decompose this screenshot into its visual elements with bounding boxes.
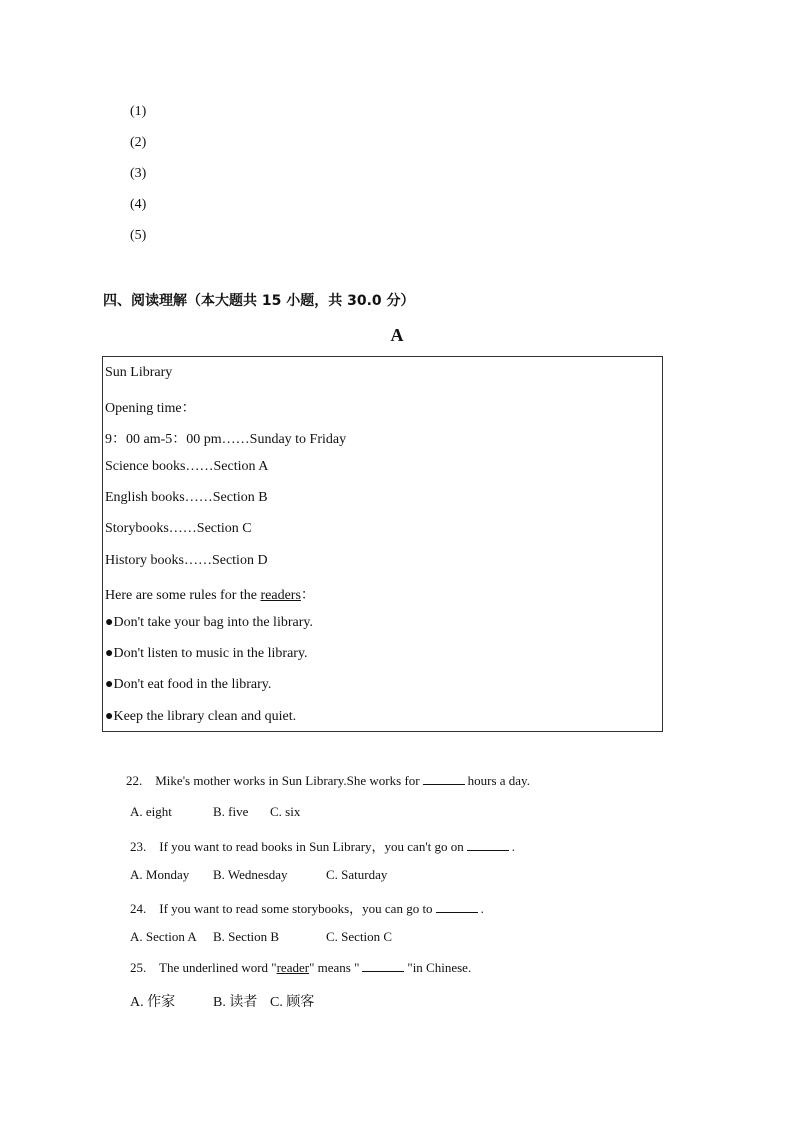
blank-number-3: (3) <box>130 166 147 181</box>
question-text-mid: " means " <box>309 960 360 975</box>
option-24-c: C. Section C <box>326 929 393 944</box>
rules-suffix: ： <box>300 588 315 603</box>
option-24-a: A. Section A <box>130 929 197 944</box>
rule-item: ●Don't listen to music in the library. <box>105 646 308 661</box>
blank-number-5: (5) <box>130 228 147 243</box>
question-number: 23. <box>130 839 147 854</box>
question-23 <box>130 836 515 855</box>
option-23-a: A. Monday <box>130 867 190 882</box>
rule-item: ●Don't take your bag into the library. <box>105 615 313 630</box>
answer-blank <box>436 911 478 913</box>
passage-title: A <box>390 325 404 345</box>
option-23-b: B. Wednesday <box>213 867 288 882</box>
blank-number-2: (2) <box>130 135 147 150</box>
rule-item: ●Don't eat food in the library. <box>105 677 272 692</box>
notice-line: Storybooks……Section C <box>105 521 252 536</box>
answer-blank <box>423 783 465 785</box>
underlined-word: reader <box>276 960 310 975</box>
option-25-c: C. 顾客 <box>270 995 315 1010</box>
option-25-a: A. 作家 <box>130 995 176 1010</box>
question-text-end: . <box>511 839 516 854</box>
question-number: 22. <box>126 773 143 788</box>
question-text: Mike's mother works in Sun Library.She works for <box>155 773 420 788</box>
question-text: If you want to read books in Sun Library，you can't go on <box>159 839 464 854</box>
option-22-c: C. six <box>270 804 301 819</box>
question-text: If you want to read some storybooks，you can go to <box>159 901 433 916</box>
option-22-b: B. five <box>213 804 249 819</box>
answer-blank <box>467 849 509 851</box>
notice-line: Sun Library <box>105 365 173 380</box>
option-22-a: A. eight <box>130 804 172 819</box>
notice-line: Opening time： <box>105 401 196 416</box>
option-25-b: B. 读者 <box>213 995 258 1010</box>
rules-prefix: Here are some rules for the <box>105 588 261 603</box>
question-25 <box>130 960 471 976</box>
notice-line: English books……Section B <box>105 490 268 505</box>
question-number: 25. <box>130 960 147 975</box>
notice-line: History books……Section D <box>105 553 268 568</box>
blank-number-1: (1) <box>130 104 147 119</box>
rules-intro <box>105 584 315 604</box>
option-23-c: C. Saturday <box>326 867 388 882</box>
question-text-end: "in Chinese. <box>407 960 472 975</box>
notice-line: Science books……Section A <box>105 459 269 474</box>
question-number: 24. <box>130 901 147 916</box>
question-22 <box>126 773 530 789</box>
blank-number-4: (4) <box>130 197 147 212</box>
question-24 <box>130 898 484 917</box>
answer-blank <box>362 970 404 972</box>
rule-item: ●Keep the library clean and quiet. <box>105 709 297 724</box>
rules-underlined-word: readers <box>260 588 301 603</box>
section-title: 四、阅读理解（本大题共 15 小题，共 30.0 分） <box>103 293 415 309</box>
question-text-end: . <box>480 901 484 916</box>
notice-line: 9：00 am-5：00 pm……Sunday to Friday <box>105 432 347 447</box>
option-24-b: B. Section B <box>213 929 280 944</box>
question-text: The underlined word " <box>159 960 277 975</box>
library-notice-box <box>102 356 663 732</box>
question-text-end: hours a day. <box>467 773 530 788</box>
